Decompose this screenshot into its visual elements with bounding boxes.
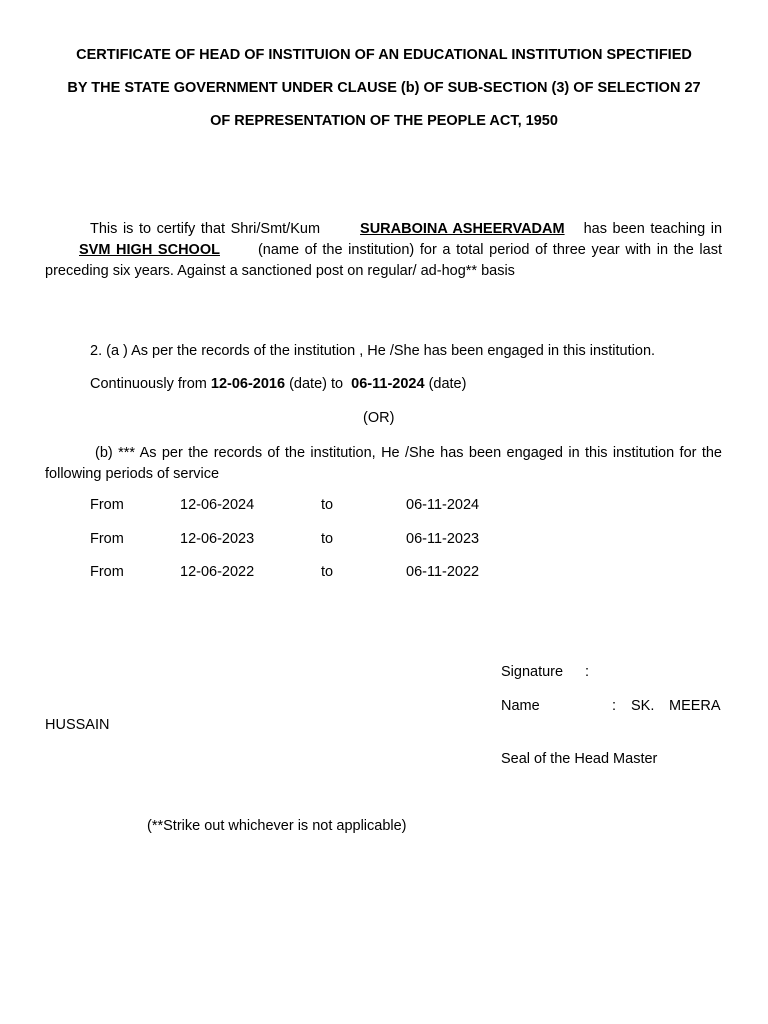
date-label-2: (date) — [428, 376, 467, 392]
certify-in: in — [710, 221, 723, 237]
signature-label: Signature — [501, 664, 564, 680]
seal-label: Seal of the Head Master — [501, 751, 658, 767]
section-b-paragraph — [45, 443, 722, 485]
name-value-part-2: MEERA — [669, 698, 721, 714]
period-from-date: 12-06-2022 — [180, 564, 255, 580]
continuously-from-label: Continuously from — [90, 376, 207, 392]
date-label-1: (date) to — [289, 376, 344, 392]
certificate-title-line-1: CERTIFICATE OF HEAD OF INSTITUION OF AN EDUCATIONAL INSTITUTION SPECTIFIED — [76, 47, 692, 63]
name-value-part-1: SK. — [631, 698, 655, 714]
teacher-name: SURABOINA ASHEERVADAM — [360, 221, 565, 237]
certify-intro: This is to certify that Shri/Smt/Kum — [90, 221, 321, 237]
period-from-label: From — [90, 497, 124, 513]
period-from-date: 12-06-2024 — [180, 497, 255, 513]
period-from-label: From — [90, 531, 124, 547]
name-colon: : — [612, 698, 617, 714]
section-a-text: 2. (a ) As per the records of the institution , He /She has been engaged in this institution. — [90, 343, 656, 359]
continuous-period — [90, 376, 466, 392]
period-to-date: 06-11-2024 — [406, 497, 480, 513]
signature-colon: : — [585, 664, 590, 680]
section-b-text: (b) *** As per the records of the institution, He /She has been engaged in this institution for the following periods of service — [45, 445, 722, 482]
period-to-date: 06-11-2022 — [406, 564, 480, 580]
certificate-title-line-3: OF REPRESENTATION OF THE PEOPLE ACT, 1950 — [210, 113, 558, 129]
school-name: SVM HIGH SCHOOL — [79, 242, 220, 258]
period-from-label: From — [90, 564, 124, 580]
certify-rest: (name of the institution) for a total period of three year with in the last preceding six years. Against a sanctioned post on regular/ ad-hog** basis — [45, 242, 722, 279]
certificate-title-line-2: BY THE STATE GOVERNMENT UNDER CLAUSE (b) OF SUB-SECTION (3) OF SELECTION 27 — [67, 80, 701, 96]
certify-teaching: has been teaching — [583, 221, 706, 237]
name-value-part-3: HUSSAIN — [45, 717, 110, 733]
footnote: (**Strike out whichever is not applicable) — [147, 818, 407, 834]
period-to-label: to — [321, 531, 334, 547]
continuous-to-date: 06-11-2024 — [351, 376, 425, 392]
or-label: (OR) — [363, 410, 395, 426]
period-to-label: to — [321, 497, 334, 513]
period-to-date: 06-11-2023 — [406, 531, 480, 547]
name-label: Name — [501, 698, 540, 714]
period-to-label: to — [321, 564, 334, 580]
period-from-date: 12-06-2023 — [180, 531, 255, 547]
certify-paragraph — [45, 219, 722, 282]
continuous-from-date: 12-06-2016 — [210, 376, 286, 392]
